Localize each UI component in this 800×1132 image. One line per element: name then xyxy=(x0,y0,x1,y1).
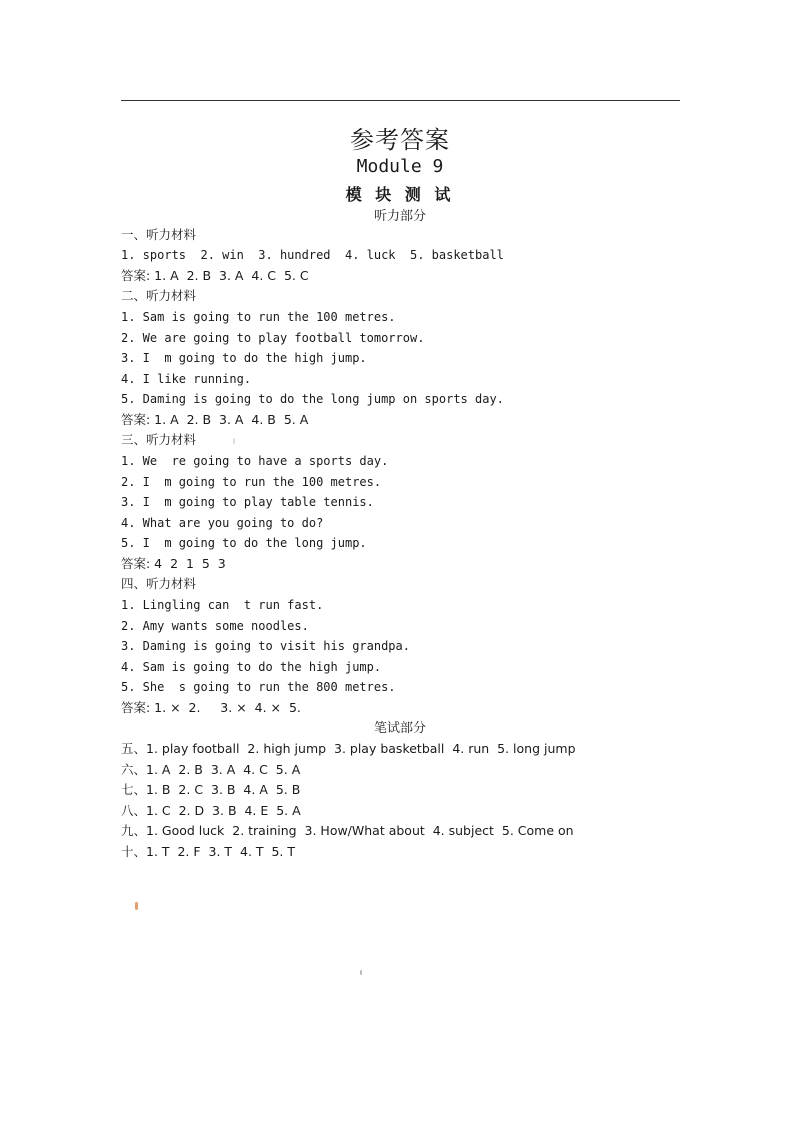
section-2-item: 5. Daming is going to do the long jump on sports day. xyxy=(121,392,504,406)
section-6-answers: 六、1. A 2. B 3. A 4. C 5. A xyxy=(121,762,301,777)
top-rule xyxy=(121,100,680,101)
section-4-answers: 答案: 1. × 2. 3. × 4. × 5. xyxy=(121,700,301,715)
section-3-item: 3. I m going to play table tennis. xyxy=(121,495,374,509)
section-4-item: 5. She s going to run the 800 metres. xyxy=(121,680,396,694)
section-9-answers: 九、1. Good luck 2. training 3. How/What about 4. subject 5. Come on xyxy=(121,823,574,838)
section-3-item: 1. We re going to have a sports day. xyxy=(121,454,389,468)
section-2-item: 1. Sam is going to run the 100 metres. xyxy=(121,310,396,324)
test-title: 模 块 测 试 xyxy=(345,185,455,204)
section-8-answers: 八、1. C 2. D 3. B 4. E 5. A xyxy=(121,803,301,818)
section-4-item: 1. Lingling can t run fast. xyxy=(121,598,324,612)
section-3-answers: 答案: 4 2 1 5 3 xyxy=(121,556,226,571)
section-4-heading: 四、听力材料 xyxy=(121,576,197,591)
section-3-item: 4. What are you going to do? xyxy=(121,516,324,530)
section-4-item: 4. Sam is going to do the high jump. xyxy=(121,660,382,674)
section-1-heading: 一、听力材料 xyxy=(121,227,197,242)
section-2-item: 2. We are going to play football tomorrow. xyxy=(121,331,425,345)
section-2-item: 3. I m going to do the high jump. xyxy=(121,351,367,365)
written-part-heading: 笔试部分 xyxy=(373,721,426,736)
section-1-answers: 答案: 1. A 2. B 3. A 4. C 5. C xyxy=(121,268,309,283)
section-4-item: 3. Daming is going to visit his grandpa. xyxy=(121,639,410,653)
scan-speck xyxy=(135,902,138,910)
section-1-words: 1. sports 2. win 3. hundred 4. luck 5. basketball xyxy=(121,248,504,262)
section-4-item: 2. Amy wants some noodles. xyxy=(121,619,309,633)
section-3-heading: 三、听力材料 xyxy=(121,432,197,447)
section-2-item: 4. I like running. xyxy=(121,372,252,386)
section-3-item: 2. I m going to run the 100 metres. xyxy=(121,475,382,489)
page-title: 参考答案 xyxy=(350,126,450,154)
scan-speck xyxy=(233,438,235,444)
section-7-answers: 七、1. B 2. C 3. B 4. A 5. B xyxy=(121,782,301,797)
section-3-item: 5. I m going to do the long jump. xyxy=(121,536,367,550)
section-2-answers: 答案: 1. A 2. B 3. A 4. B 5. A xyxy=(121,412,309,427)
section-5-answers: 五、1. play football 2. high jump 3. play basketball 4. run 5. long jump xyxy=(121,741,576,756)
scan-speck xyxy=(360,970,362,975)
section-2-heading: 二、听力材料 xyxy=(121,288,197,303)
section-10-answers: 十、1. T 2. F 3. T 4. T 5. T xyxy=(121,844,296,859)
listening-part-heading: 听力部分 xyxy=(373,209,426,224)
module-title: Module 9 xyxy=(356,156,444,177)
